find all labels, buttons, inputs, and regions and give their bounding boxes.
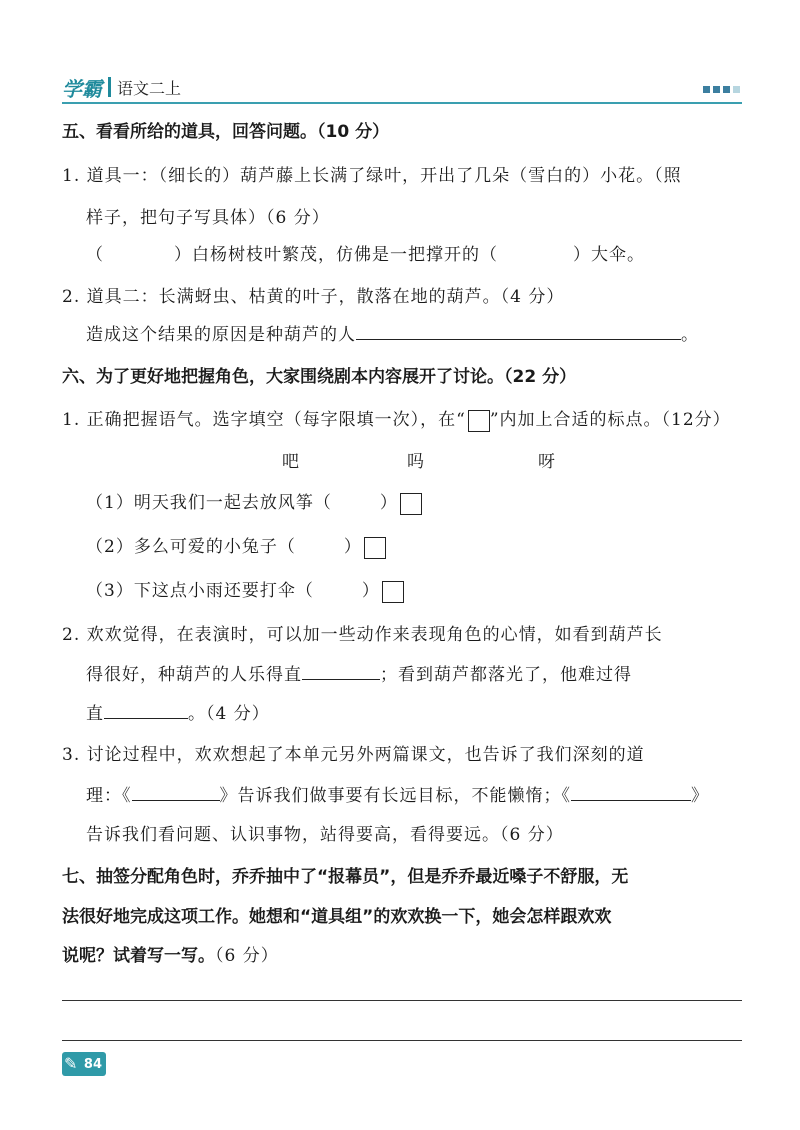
- s6-q3-text-c: 》: [691, 786, 709, 806]
- s7-line2: 法很好地完成这项工作。她想和“道具组”的欢欢换一下，她会怎样跟欢欢: [62, 907, 612, 927]
- header-divider: [108, 77, 111, 97]
- s5-q2-line1: 2. 道具二：长满蚜虫、枯黄的叶子，散落在地的葫芦。（4 分）: [62, 287, 565, 307]
- s6-q3-line2: [86, 781, 709, 806]
- s6-q2-line2: [86, 660, 632, 685]
- s6-q3-line1: 3. 讨论过程中，欢欢想起了本单元另外两篇课文，也告诉了我们深刻的道: [62, 745, 645, 765]
- s6-item-2: [86, 532, 386, 559]
- s7-line3: [62, 941, 279, 966]
- s6-q3-text-b: 》告诉我们做事要有长远目标，不能懒惰；《: [219, 786, 571, 806]
- s6-choice-2: 吗: [407, 452, 425, 472]
- s7-line1: 七、抽签分配角色时，乔乔抽中了“报幕员”，但是乔乔最近嗓子不舒服，无: [62, 867, 629, 887]
- s6-q2-line3: [86, 699, 270, 724]
- s5-q1-end: ）大伞。: [573, 245, 645, 265]
- s6-item-1: [86, 488, 422, 515]
- section-5-title: 五、看看所给的道具，回答问题。（10 分）: [62, 122, 390, 142]
- s6-q2-blank-1[interactable]: [302, 661, 380, 680]
- s6-item-1-text: （1）明天我们一起去放风筝（: [86, 493, 332, 513]
- s5-q1-mid: ）白杨树枝叶繁茂，仿佛是一把撑开的（: [174, 245, 498, 265]
- s5-q1-open: （: [86, 245, 104, 265]
- s5-q1-answer-line: [86, 240, 645, 265]
- s7-line3-score: （6 分）: [215, 946, 279, 966]
- brand-logo: 学霸: [62, 76, 102, 101]
- s6-q2-text-b: ；看到葫芦都落光了，他难过得: [380, 665, 632, 685]
- answer-line-2[interactable]: [62, 1040, 742, 1041]
- header-rule: [62, 102, 742, 104]
- s6-q2-text-a: 得很好，种葫芦的人乐得直: [86, 665, 302, 685]
- s7-line3-text: 说呢？试着写一写。: [62, 946, 215, 966]
- s6-item-1-close: ）: [379, 493, 398, 513]
- s5-q2-prompt: 造成这个结果的原因是种葫芦的人: [86, 325, 356, 345]
- s6-q1-instruction: [62, 405, 731, 432]
- s5-q1-line1: 1. 道具一：（细长的）葫芦藤上长满了绿叶，开出了几朵（雪白的）小花。（照: [62, 166, 682, 186]
- s6-q2-text-d: 。（4 分）: [188, 704, 270, 724]
- s6-choice-3: 呀: [538, 452, 556, 472]
- header-brand: [62, 70, 181, 104]
- s6-item-3-box[interactable]: [382, 581, 404, 603]
- s6-item-2-close: ）: [343, 537, 362, 557]
- s6-item-1-box[interactable]: [400, 493, 422, 515]
- s6-item-2-box[interactable]: [364, 537, 386, 559]
- s6-q3-blank-1[interactable]: [132, 782, 220, 801]
- s6-q2-line1: 2. 欢欢觉得，在表演时，可以加一些动作来表现角色的心情，如看到葫芦长: [62, 625, 663, 645]
- s6-q1-box-sample: [468, 410, 490, 432]
- s6-q3-line3: 告诉我们看问题、认识事物，站得要高，看得要远。（6 分）: [86, 825, 564, 845]
- s6-q2-text-c: 直: [86, 704, 104, 724]
- s6-item-2-text: （2）多么可爱的小兔子（: [86, 537, 296, 557]
- page-number: 84: [83, 1056, 102, 1072]
- s6-item-3-close: ）: [361, 581, 380, 601]
- pencil-icon: ✎: [64, 1054, 78, 1073]
- s6-q1-post: ”内加上合适的标点。（12分）: [489, 410, 731, 430]
- s5-q2-end: 。: [681, 325, 699, 345]
- s6-item-3: [86, 576, 404, 603]
- s6-q3-blank-2[interactable]: [571, 782, 691, 801]
- s5-q2-blank[interactable]: [356, 321, 681, 340]
- header-decoration-dots: [703, 86, 740, 93]
- s6-item-3-text: （3）下这点小雨还要打伞（: [86, 581, 314, 601]
- answer-line-1[interactable]: [62, 1000, 742, 1001]
- s5-q1-line2: 样子，把句子写具体）（6 分）: [86, 208, 330, 228]
- s6-q2-blank-2[interactable]: [104, 700, 188, 719]
- s6-choice-1: 吧: [282, 452, 300, 472]
- book-title: 语文二上: [117, 78, 182, 98]
- s6-q1-pre: 1. 正确把握语气。选字填空（每字限填一次），在“: [62, 410, 466, 430]
- s6-q3-text-a: 理：《: [86, 786, 132, 806]
- s5-q2-answer-line: [86, 320, 699, 345]
- section-6-title: 六、为了更好地把握角色，大家围绕剧本内容展开了讨论。（22 分）: [62, 367, 577, 387]
